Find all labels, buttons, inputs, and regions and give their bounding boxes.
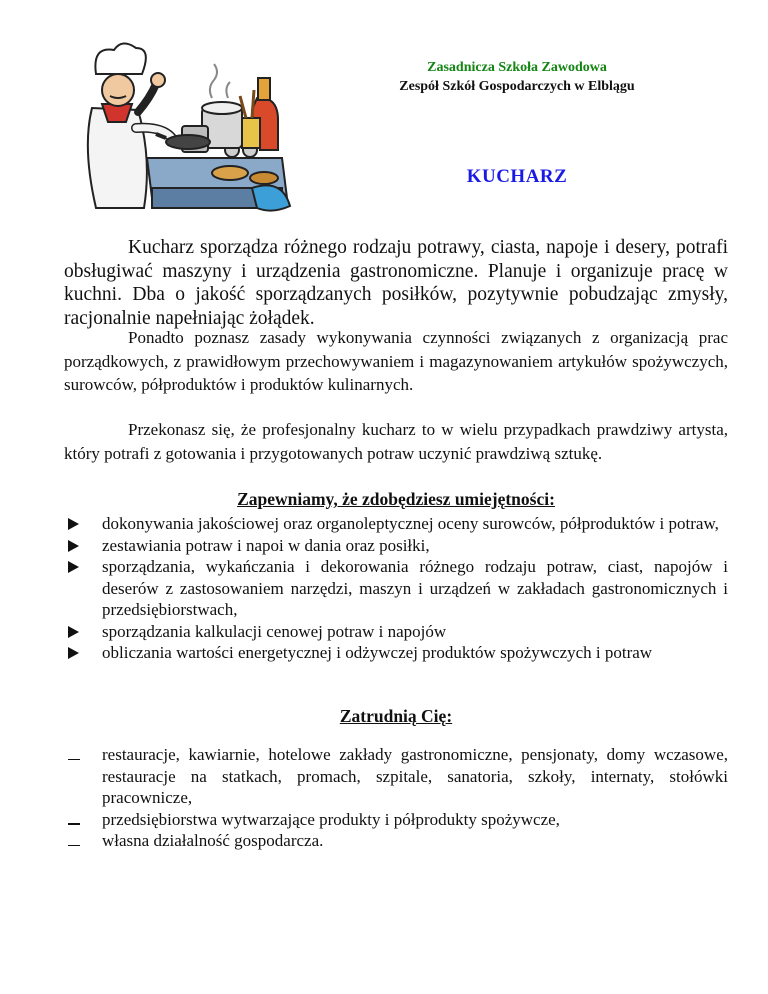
page-title: KUCHARZ [466,166,568,187]
moreover-text: Ponadto poznasz zasady wykonywania czynności związanych z organizacją prac porządkowych, z prawidłowym przechowywaniem i magazynowaniem artykułów spożywczych, surowców, półproduktów i produktów kulinarnych. [64,328,728,394]
list-item: przedsiębiorstwa wytwarzające produkty i półprodukty spożywcze, [64,809,728,831]
dash-bullet-icon [68,830,88,852]
arrow-bullet-icon [68,556,88,579]
intro-text: Kucharz sporządza różnego rodzaju potrawy, ciasta, napoje i desery, potrafi obsługiwać maszyny i urządzenia gastronomiczne. Planuje i organizuje pracę w kuchni. Dba o jakość sporządzanych posiłków, pozytywnie pobudzając zmysły, racjonalnie napełniając żołądek. [64,237,728,329]
moreover-paragraph [64,326,728,397]
arrow-bullet-icon [68,535,88,558]
list-item: obliczania wartości energetycznej i odżywczej produktów spożywczych i potraw [64,642,728,664]
artist-text: Przekonasz się, że profesjonalny kucharz to w wielu przypadkach prawdziwy artysta, który potrafi z gotowania i przygotowanych potraw uczynić prawdziwą sztukę. [64,420,728,463]
arrow-bullet-icon [68,642,88,665]
list-item: restauracje, kawiarnie, hotelowe zakłady gastronomiczne, pensjonaty, domy wczasowe, restauracje na statkach, promach, szpitale, sanatoria, szkoły, internaty, stołówki pracownicze, [64,744,728,809]
employment-heading: Zatrudnią Cię: [339,706,453,726]
arrow-bullet-icon [68,513,88,536]
dash-bullet-icon [68,809,88,831]
arrow-bullet-icon [68,621,88,644]
list-item: sporządzania, wykańczania i dekorowania różnego rodzaju potraw, ciast, napojów i deserów z zastosowaniem narzędzi, maszyn i urządzeń w zakładach gastronomicznych i przedsiębiorstwach, [64,556,728,621]
school-group-name: Zespół Szkół Gospodarczych w Elblągu [399,79,635,94]
employment-list [64,744,728,852]
school-name: Zasadnicza Szkoła Zawodowa [427,60,607,75]
chef-cooking-icon [52,38,292,216]
list-item: sporządzania kalkulacji cenowej potraw i napojów [64,621,728,643]
skills-list [64,513,728,664]
list-item: dokonywania jakościowej oraz organoleptycznej oceny surowców, półproduktów i potraw, [64,513,728,535]
artist-paragraph [64,418,728,465]
list-item: własna działalność gospodarcza. [64,830,728,852]
dash-bullet-icon [68,744,88,766]
skills-heading: Zapewniamy, że zdobędziesz umiejętności: [237,489,555,509]
list-item: zestawiania potraw i napoi w dania oraz posiłki, [64,535,728,557]
intro-paragraph [64,236,728,330]
